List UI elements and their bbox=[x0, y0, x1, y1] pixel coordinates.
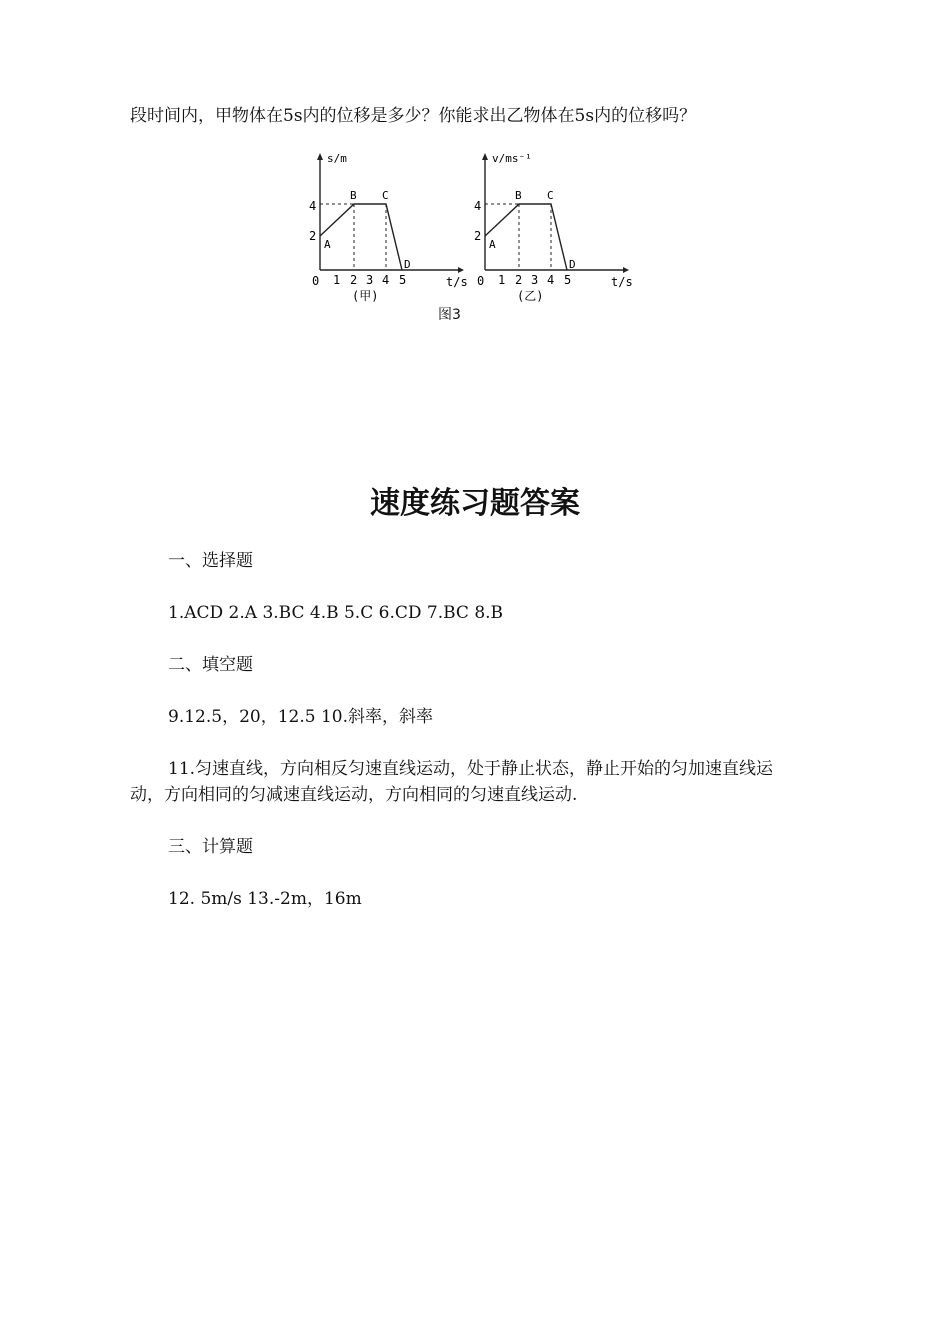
yi-x-tick-3: 3 bbox=[531, 273, 539, 287]
jia-x-tick-4: 4 bbox=[382, 273, 390, 287]
jia-x-label: t/s bbox=[446, 275, 468, 289]
jia-x-tick-1: 1 bbox=[333, 273, 341, 287]
graph-jia bbox=[309, 152, 468, 303]
yi-x-label: t/s bbox=[611, 275, 633, 289]
yi-x-tick-2: 2 bbox=[515, 273, 523, 287]
yi-point-c: C bbox=[547, 189, 554, 202]
jia-point-b: B bbox=[350, 189, 357, 202]
jia-graph-line bbox=[320, 204, 402, 270]
graph-yi bbox=[474, 152, 633, 303]
yi-x-tick-5: 5 bbox=[564, 273, 572, 287]
yi-x-tick-4: 4 bbox=[547, 273, 555, 287]
jia-x-tick-2: 2 bbox=[350, 273, 358, 287]
yi-y-tick-4: 4 bbox=[474, 199, 482, 213]
yi-point-d: D bbox=[569, 258, 576, 271]
yi-sub-label: (乙) bbox=[517, 289, 544, 303]
jia-sub-label: (甲) bbox=[352, 289, 379, 303]
section-2-q11-line1: 11.匀速直线，方向相反匀速直线运动，处于静止状态，静止开始的匀加速直线运 bbox=[168, 759, 774, 779]
jia-x-tick-5: 5 bbox=[399, 273, 407, 287]
intro-line: 段时间内，甲物体在5s内的位移是多少？你能求出乙物体在5s内的位移吗？ bbox=[130, 106, 697, 126]
jia-point-a: A bbox=[324, 238, 331, 251]
jia-point-c: C bbox=[382, 189, 389, 202]
jia-x-tick-3: 3 bbox=[366, 273, 374, 287]
section-3-heading: 三、计算题 bbox=[168, 837, 253, 857]
yi-x-tick-1: 1 bbox=[498, 273, 506, 287]
jia-y-label: s/m bbox=[327, 152, 347, 165]
section-2-q11-line2: 动，方向相同的匀减速直线运动，方向相同的匀速直线运动. bbox=[130, 785, 578, 805]
yi-graph-line bbox=[485, 204, 567, 270]
jia-y-tick-2: 2 bbox=[309, 229, 317, 243]
jia-x-tick-0: 0 bbox=[312, 274, 320, 288]
figure-caption: 图3 bbox=[438, 307, 461, 323]
section-3-answers: 12. 5m/s 13.-2m，16m bbox=[168, 889, 362, 909]
yi-y-tick-2: 2 bbox=[474, 229, 482, 243]
yi-y-label: v/ms⁻¹ bbox=[492, 152, 532, 165]
jia-point-d: D bbox=[404, 258, 411, 271]
yi-x-tick-0: 0 bbox=[477, 274, 485, 288]
figure-3-graphs bbox=[300, 148, 645, 308]
answer-title: 速度练习题答案 bbox=[370, 486, 580, 521]
yi-point-b: B bbox=[515, 189, 522, 202]
section-2-answers: 9.12.5，20，12.5 10.斜率，斜率 bbox=[168, 707, 433, 727]
section-1-answers: 1.ACD 2.A 3.BC 4.B 5.C 6.CD 7.BC 8.B bbox=[168, 603, 504, 623]
section-1-heading: 一、选择题 bbox=[168, 551, 253, 571]
section-2-heading: 二、填空题 bbox=[168, 655, 253, 675]
jia-y-tick-4: 4 bbox=[309, 199, 317, 213]
yi-point-a: A bbox=[489, 238, 496, 251]
